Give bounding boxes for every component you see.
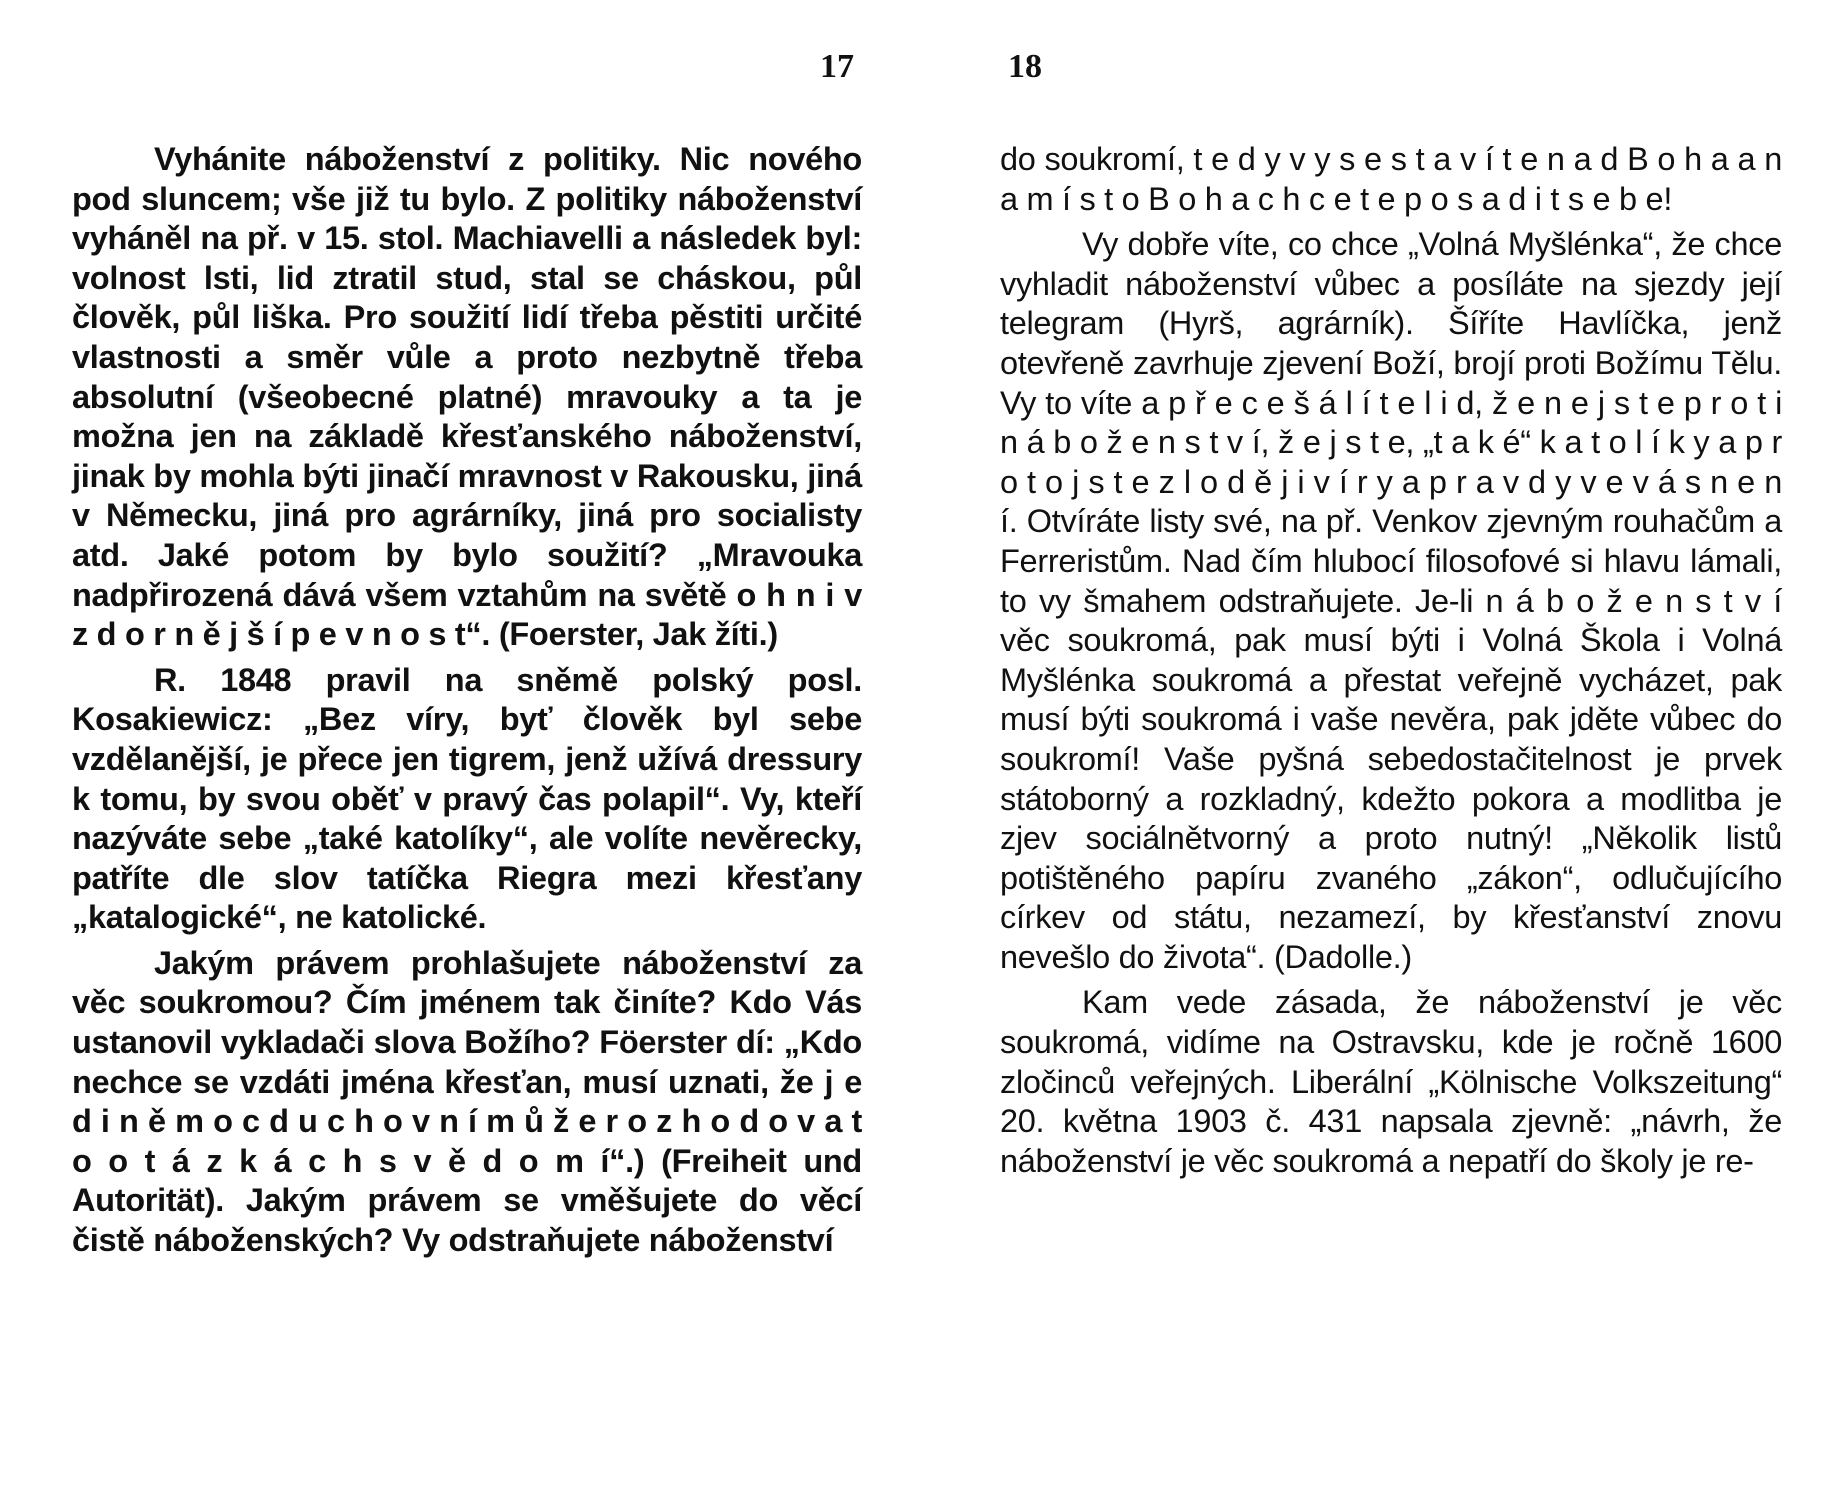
page-body xyxy=(72,140,862,1267)
paragraph: do soukromí, t e d y v y s e s t a v í t e n a d B o h a a n a m í s t o B o h a c h c e t e p o s a d i t s e b e! xyxy=(1000,141,1782,217)
page-number: 17 xyxy=(820,48,854,85)
page-body xyxy=(1000,140,1782,1187)
paragraph: R. 1848 pravil na sněmě polský posl. Kosakiewicz: „Bez víry, byť člověk byl sebe vzdělanější, je přece jen tigrem, jenž užívá dressury k tomu, by svou oběť v pravý čas polapil“. Vy, kteří nazýváte sebe „také katolíky“, ale volíte nevěrecky, patříte dle slov tatíčka Riegra mezi křesťany „katalogické“, ne katolické. xyxy=(72,661,862,936)
paragraph: Vy dobře víte, co chce „Volná Myšlénka“, že chce vyhladit náboženství vůbec a posíláte na sjezdy její telegram (Hyrš, agrárník). Šíříte Havlíčka, jenž otevřeně zavrhuje zjevení Boží, brojí proti Božímu Tělu. Vy to víte a p ř e c e š á l í t e l i d, ž e n e j s t e p r o t i n á b o ž e n s t v í, ž e j s t e, „t a k é“ k a t o l í k y a p r o t o j s t e z l o d ě j i v í r y a p r a v d y v e v á s n e n í. Otvíráte listy své, na př. Venkov zjevným rouhačům a Ferreristům. Nad čím hlubocí filosofové si hlavu lámali, to vy šmahem odstraňujete. Je-li n á b o ž e n s t v í věc soukromá, pak musí býti i Volná Škola i Volná Myšlénka soukromá a přestat veřejně vycházet, pak musí býti soukromá i vaše nevěra, pak jděte vůbec do soukromí! Vaše pyšná sebedostačitelnost je prvek státoborný a rozkladný, kdežto pokora a modlitba je zjev sociálnětvorný a proto nutný! „Několik listů potištěného papíru zvaného „zákon“, odlučujícího církev od státu, nezamezí, by křesťanství znovu nevešlo do života“. (Dadolle.) xyxy=(1000,226,1782,975)
paragraph: Kam vede zásada, že náboženství je věc soukromá, vidíme na Ostravsku, kde je ročně 1600 zločinců veřejných. Liberální „Kölnische Volkszeitung“ 20. května 1903 č. 431 napsala zjevně: „návrh, že náboženství je věc soukromá a nepatří do školy je re- xyxy=(1000,984,1782,1179)
paragraph: Jakým právem prohlašujete náboženství za věc soukromou? Čím jménem tak činíte? Kdo Vás ustanovil vykladači slova Božího? Föerster dí: „Kdo nechce se vzdáti jména křesťan, musí uznati, že j e d i n ě m o c d u c h o v n í m ů ž e r o z h o d o v a t o o t á z k á c h s v ě d o m í“.) (Freiheit und Autorität). Jakým právem se vměšujete do věcí čistě náboženských? Vy odstraňujete náboženství xyxy=(72,944,862,1259)
page-number: 18 xyxy=(1008,48,1042,85)
paragraph: Vyhánite náboženství z politiky. Nic nového pod sluncem; vše již tu bylo. Z politiky náboženství vyháněl na př. v 15. stol. Machiavelli a následek byl: volnost lsti, lid ztratil stud, stal se cháskou, půl člověk, půl liška. Pro soužití lidí třeba pěstiti určité vlastnosti a směr vůle a proto nezbytně třeba absolutní (všeobecné platné) mravouky a ta je možna jen na základě křesťanského náboženství, jinak by mohla býti jinačí mravnost v Rakousku, jiná v Německu, jiná pro agrárníky, jiná pro socialisty atd. Jaké potom by bylo soužití? „Mravouka nadpřirozená dává všem vztahům na světě o h n i v z d o r n ě j š í p e v n o s t“. (Foerster, Jak žíti.) xyxy=(72,141,862,653)
